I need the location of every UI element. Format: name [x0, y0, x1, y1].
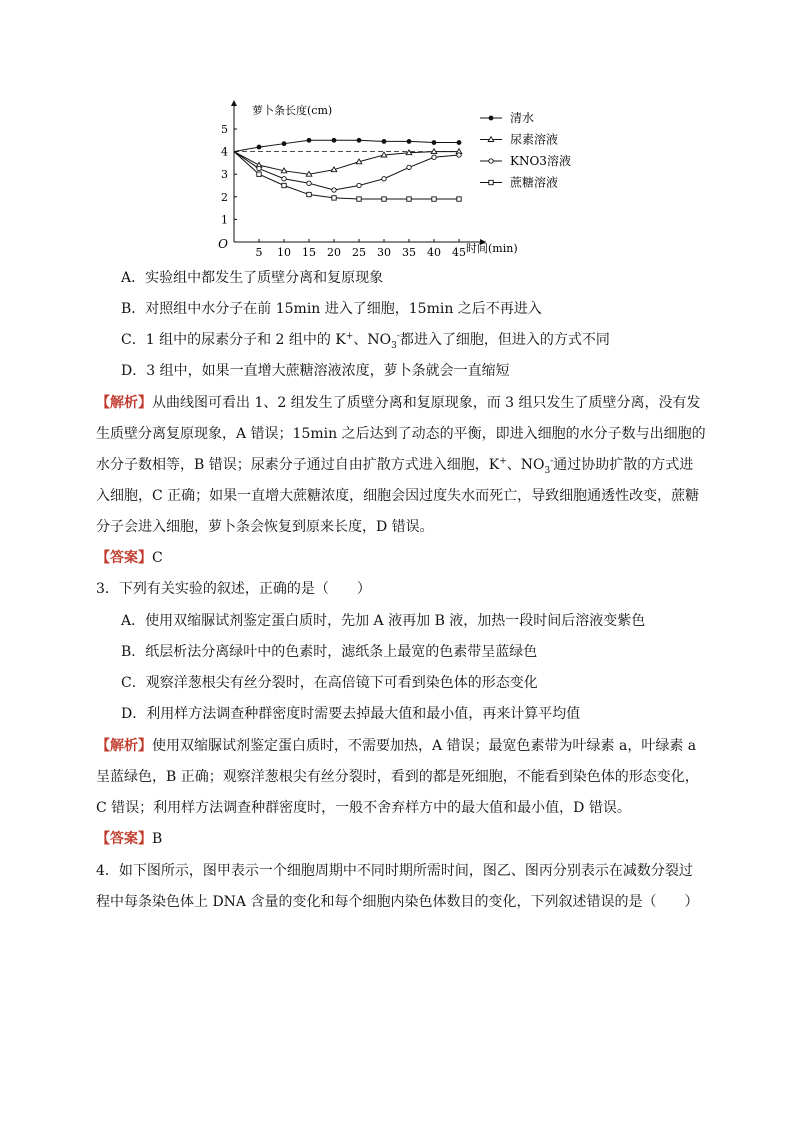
- data-point: [332, 196, 336, 200]
- x-axis-label: 时间(min): [466, 242, 518, 255]
- x-tick-label: 35: [402, 246, 416, 259]
- series-0: [234, 138, 461, 152]
- y-tick-label: 1: [221, 213, 228, 227]
- q3-stem: 3．下列有关实验的叙述，正确的是（ ）: [96, 581, 371, 597]
- chart-axes: [218, 100, 517, 259]
- data-point: [332, 188, 336, 192]
- data-point: [357, 197, 361, 201]
- y-tick-label: 5: [221, 123, 228, 136]
- data-point: [382, 177, 386, 181]
- q4-stem: 4．如下图所示，图甲表示一个细胞周期中不同时期所需时间，图乙、图丙分别表示在减数分裂过程中每条染色体上 DNA 含量的变化和每个细胞内染色体数目的变化，下列叙述错误的是（ ）: [96, 863, 699, 910]
- legend-label: KNO3溶液: [510, 154, 571, 168]
- data-point: [457, 153, 461, 157]
- series-line: [234, 152, 459, 175]
- x-tick-label: 5: [255, 246, 263, 259]
- data-point: [307, 192, 311, 196]
- q3-analysis: 【解析】使用双缩脲试剂鉴定蛋白质时，不需要加热，A 错误；最宽色素带为叶绿素 a，叶绿素 a 呈蓝绿色，B 正确；观察洋葱根尖有丝分裂时，看到的都是死细胞，不能看到染色体的形态变化，C 错误；利用样方法调查种群密度时，一般不舍弃样方中的最大值和最小值，D 错误。: [96, 738, 699, 816]
- legend-label: 尿素溶液: [510, 132, 559, 147]
- data-point: [282, 183, 286, 187]
- legend-label: 清水: [510, 111, 535, 125]
- data-point: [257, 166, 261, 170]
- x-tick-label: 20: [327, 246, 341, 259]
- radish-length-chart: [190, 96, 590, 262]
- data-point: [257, 145, 262, 150]
- q2-option-b: B．对照组中水分子在前 15min 进入了细胞，15min 之后不再进入: [121, 301, 542, 317]
- data-point: [407, 197, 411, 201]
- x-tick-label: 40: [427, 246, 441, 259]
- x-tick-label: 45: [452, 246, 466, 259]
- data-point: [357, 138, 362, 143]
- y-tick-label: 2: [221, 190, 228, 204]
- series-line: [234, 152, 459, 190]
- q2-option-d: D．3 组中，如果一直增大蔗糖溶液浓度，萝卜条就会一直缩短: [121, 363, 510, 379]
- data-point: [489, 159, 493, 163]
- data-point: [307, 181, 311, 185]
- q3-option-b: B．纸层析法分离绿叶中的色素时，滤纸条上最宽的色素带呈蓝绿色: [121, 644, 538, 660]
- data-point: [282, 177, 286, 181]
- data-point: [432, 155, 436, 159]
- origin-label: O: [218, 237, 228, 251]
- q2-option-c: C．1 组中的尿素分子和 2 组中的 K+、$NO_3^-$都进入了细胞，但进入的方式不同: [121, 331, 610, 351]
- y-axis-arrow: [231, 100, 237, 106]
- data-point: [457, 197, 461, 201]
- data-point: [282, 141, 287, 146]
- q2-analysis: 【解析】从曲线图可看出 1、2 组发生了质壁分离和复原现象，而 3 组只发生了质壁分离，没有发生质壁分离复原现象，A 错误；15min 之后达到了动态的平衡，即进入细胞的水分子数与出细胞的水分子数相等，B 错误；尿素分子通过自由扩散方式进入细胞，K+、$NO_3^-$通过协助扩散的方式进入细胞，C 正确；如果一直增大蔗糖浓度，细胞会因过度失水而死亡，导致细胞通透性改变，蔗糖分子会进入细胞，萝卜条会恢复到原来长度，D 错误。: [96, 395, 706, 535]
- x-tick-label: 25: [352, 246, 366, 259]
- data-point: [307, 138, 312, 143]
- q3-option-a: A．使用双缩脲试剂鉴定蛋白质时，先加 A 液再加 B 液，加热一段时间后溶液变紫色: [121, 613, 646, 629]
- q3-answer: 【答案】B: [96, 831, 163, 847]
- data-point: [332, 138, 337, 143]
- data-point: [257, 172, 261, 176]
- data-point: [432, 197, 436, 201]
- x-tick-label: 30: [377, 246, 391, 259]
- q2-answer: 【答案】C: [96, 550, 163, 566]
- data-point: [489, 116, 494, 121]
- q3-option-d: D．利用样方法调查种群密度时需要去掉最大值和最小值，再来计算平均值: [121, 706, 581, 722]
- data-point: [407, 139, 412, 144]
- legend-label: 蔗糖溶液: [510, 175, 559, 190]
- data-point: [382, 139, 387, 144]
- series-line: [234, 152, 459, 199]
- x-tick-label: 10: [277, 246, 291, 259]
- chart-legend: [480, 110, 571, 190]
- data-point: [407, 165, 411, 169]
- series-3: [234, 152, 461, 202]
- data-point: [489, 180, 493, 184]
- x-tick-label: 15: [302, 246, 316, 259]
- series-line: [234, 140, 459, 151]
- data-point: [382, 197, 386, 201]
- data-point: [432, 140, 437, 145]
- q3-option-c: C．观察洋葱根尖有丝分裂时，在高倍镜下可看到染色体的形态变化: [121, 675, 538, 691]
- data-point: [457, 140, 462, 145]
- y-axis-label: 萝卜条长度(cm): [252, 104, 333, 117]
- chart-series-layer: [234, 138, 462, 201]
- y-tick-label: 3: [221, 168, 228, 182]
- series-2: [234, 152, 461, 193]
- q2-option-a: A．实验组中都发生了质壁分离和复原现象: [121, 270, 384, 286]
- data-point: [357, 183, 361, 187]
- y-tick-label: 4: [221, 145, 228, 159]
